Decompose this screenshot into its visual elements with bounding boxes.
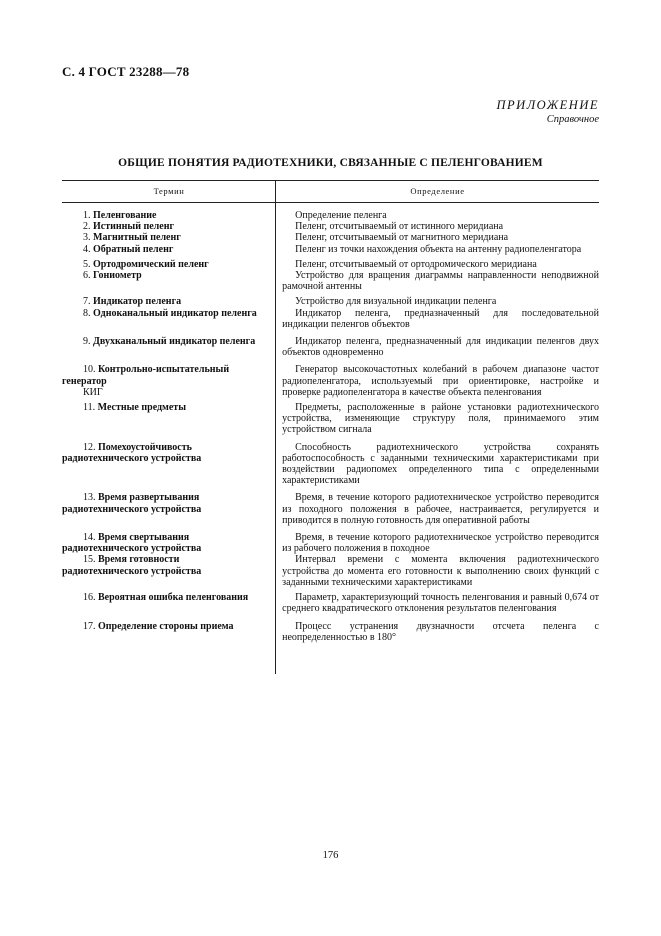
table-row (62, 259, 599, 270)
definition-text: Определение пеленга (295, 210, 387, 221)
definition-cell (272, 232, 599, 243)
definition-text: Устройство для визуальной индикации пеленга (295, 296, 497, 308)
table-row (62, 336, 599, 358)
term-cell (62, 244, 272, 255)
term-number: 14. (83, 532, 96, 544)
terms-table-body (62, 210, 599, 643)
term-name: Обратный пеленг (93, 243, 174, 255)
term-cell (62, 221, 272, 232)
term-abbreviation: КИГ (83, 386, 103, 398)
definition-text: Индикатор пеленга, предназначенный для последовательной индикации пеленгов объектов (282, 307, 599, 330)
term-name: Время готовности радиотехнического устройства (62, 554, 202, 577)
page-title: ОБЩИЕ ПОНЯТИЯ РАДИОТЕХНИКИ, СВЯЗАННЫЕ С ПЕЛЕНГОВАНИЕМ (118, 157, 543, 169)
term-cell (62, 402, 272, 436)
term-name: Контрольно-испытательный генератор (62, 364, 230, 387)
term-number: 1. (83, 210, 91, 221)
term-number: 5. (83, 258, 91, 270)
term-number: 2. (83, 221, 91, 233)
definition-text: Пеленг из точки нахождения объекта на антенну радиопеленгатора (295, 243, 582, 255)
table-row (62, 232, 599, 243)
term-number: 15. (83, 554, 96, 566)
term-name: Определение стороны приема (98, 620, 234, 632)
term-name: Помехоустойчивость радиотехнического устройства (62, 441, 202, 464)
term-cell (62, 308, 272, 330)
table-row (62, 532, 599, 554)
definition-cell (272, 244, 599, 255)
term-name: Магнитный пеленг (93, 232, 181, 244)
column-header-term: Термин (153, 186, 185, 196)
term-name: Индикатор пеленга (93, 296, 182, 308)
term-number: 17. (83, 620, 96, 632)
definition-cell (272, 308, 599, 330)
table-row (62, 244, 599, 255)
table-row (62, 210, 599, 221)
definition-cell (272, 364, 599, 398)
term-cell (62, 259, 272, 270)
term-cell (62, 364, 272, 398)
definition-text: Устройство для вращения диаграммы направленности неподвижной рамочной антенны (282, 270, 599, 293)
table-row (62, 621, 599, 643)
definition-cell (272, 259, 599, 270)
definition-cell (272, 442, 599, 487)
definition-text: Способность радиотехнического устройства сохранять работоспособность с заданными техническими характеристиками при воздействии радиопомех определенного типа с определенными характеристиками (282, 441, 599, 487)
term-cell (62, 442, 272, 487)
table-row (62, 308, 599, 330)
definition-text: Пеленг, отсчитываемый от ортодромического меридиана (295, 258, 537, 270)
table-row (62, 554, 599, 588)
definition-text: Предметы, расположенные в районе установки радиотехнического устройства, изменяющие структуру поля, принимаемого этим устройством сигнала (282, 402, 599, 436)
term-number: 11. (83, 402, 96, 414)
definition-cell (272, 296, 599, 307)
term-number: 16. (83, 592, 96, 604)
term-cell (62, 592, 272, 614)
term-cell (62, 336, 272, 358)
definition-cell (272, 210, 599, 221)
appendix-label (497, 98, 599, 125)
term-name: Одноканальный индикатор пеленга (93, 307, 257, 319)
definition-text: Время, в течение которого радиотехническое устройство переводится из рабочего положения в походное (282, 532, 599, 555)
definition-text: Пеленг, отсчитываемый от истинного меридиана (295, 221, 504, 233)
term-cell (62, 554, 272, 588)
term-number: 12. (83, 441, 96, 453)
term-name: Вероятная ошибка пеленгования (98, 592, 249, 604)
definition-text: Индикатор пеленга, предназначенный для индикации пеленгов двух объектов одновременно (282, 336, 599, 359)
term-name: Истинный пеленг (93, 221, 175, 233)
definition-text: Интервал времени с момента включения радиотехнического устройства до момента его готовности к выполнению своих функций с заданными техническими характеристиками (282, 554, 599, 588)
term-number: 9. (83, 336, 91, 348)
definition-cell (272, 554, 599, 588)
appendix-type: Справочное (546, 114, 599, 125)
appendix-title: ПРИЛОЖЕНИЕ (496, 98, 599, 112)
term-name: Ортодромический пеленг (93, 258, 209, 270)
table-row (62, 402, 599, 436)
definition-cell (272, 492, 599, 526)
term-number: 8. (83, 307, 91, 319)
table-row (62, 270, 599, 292)
term-number: 3. (83, 232, 91, 244)
term-number: 7. (83, 296, 91, 308)
term-number: 13. (83, 492, 96, 504)
term-number: 4. (83, 243, 91, 255)
definition-cell (272, 270, 599, 292)
table-row (62, 221, 599, 232)
definition-cell (272, 621, 599, 643)
column-header-definition: Определение (410, 186, 465, 196)
table-row (62, 442, 599, 487)
table-row (62, 364, 599, 398)
term-number: 6. (83, 270, 91, 282)
term-name: Пеленгование (93, 210, 157, 221)
term-name: Гониометр (93, 270, 142, 282)
term-cell (62, 621, 272, 643)
definition-cell (272, 402, 599, 436)
definition-text: Процесс устранения двузначности отсчета пеленга с неопределенностью в 180° (282, 620, 599, 643)
term-name: Двухканальный индикатор пеленга (93, 336, 256, 348)
term-cell (62, 296, 272, 307)
definition-cell (272, 532, 599, 554)
term-cell (62, 210, 272, 221)
term-cell (62, 532, 272, 554)
term-name: Время развертывания радиотехнического устройства (62, 492, 202, 515)
term-cell (62, 232, 272, 243)
table-row (62, 296, 599, 307)
definition-text: Параметр, характеризующий точность пеленгования и равный 0,674 от среднего квадратического отклонения результатов пеленгования (282, 592, 599, 615)
term-cell (62, 270, 272, 292)
table-row (62, 492, 599, 526)
term-name: Время свертывания радиотехнического устройства (62, 532, 202, 555)
table-row (62, 592, 599, 614)
definition-text: Генератор высокочастотных колебаний в рабочем диапазоне частот радиопеленгатора, используемый при ориентировке, настройке и проверке радиопеленгатора в качестве объекта пеленгования (282, 364, 599, 398)
terms-table-header (62, 180, 599, 203)
definition-cell (272, 592, 599, 614)
term-name: Местные предметы (97, 402, 187, 414)
document-reference: С. 4 ГОСТ 23288—78 (62, 64, 190, 79)
page-number: 176 (322, 850, 339, 861)
definition-text: Пеленг, отсчитываемый от магнитного меридиана (295, 232, 509, 244)
definition-cell (272, 336, 599, 358)
term-cell (62, 492, 272, 526)
definition-cell (272, 221, 599, 232)
definition-text: Время, в течение которого радиотехническое устройство переводится из походного положения в рабочее, настраивается, регулируется и приводится в полную готовность для оперативной работы (282, 492, 599, 526)
term-number: 10. (83, 364, 96, 376)
